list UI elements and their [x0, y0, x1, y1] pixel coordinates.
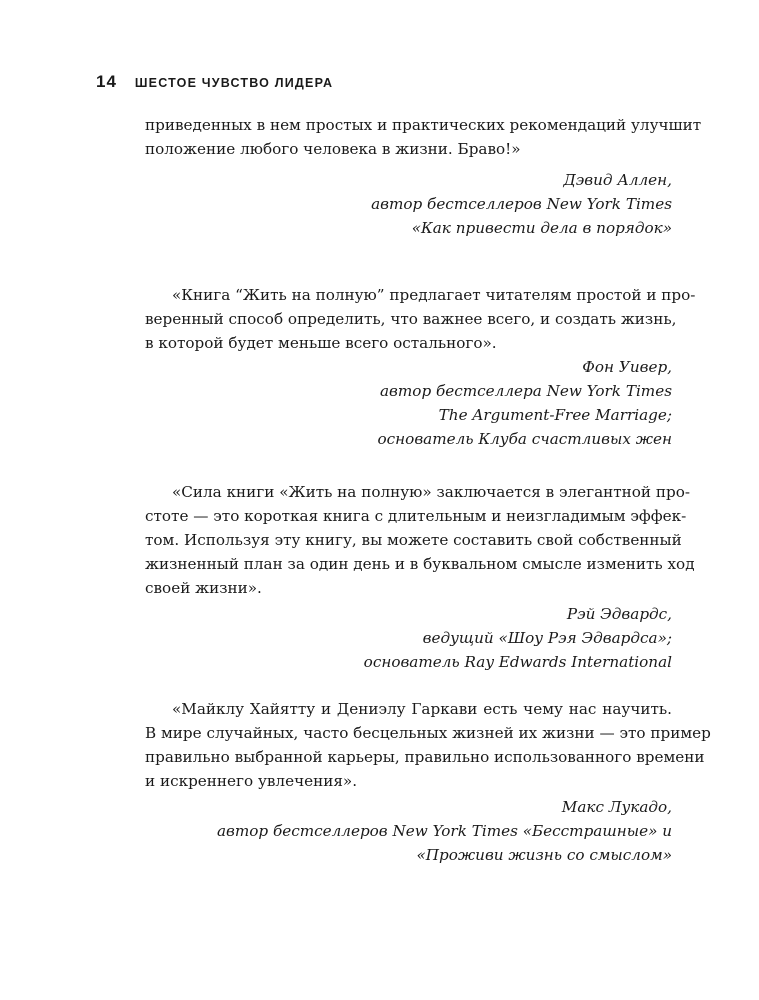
author-credential: основатель Клуба счастливых жен — [377, 430, 672, 448]
attribution — [145, 168, 672, 240]
quote-line: В мире случайных, часто бесцельных жизней их жизни — это пример — [145, 724, 711, 742]
author-credential: «Как привести дела в порядок» — [411, 219, 672, 237]
author-name: Дэвид Аллен, — [563, 171, 672, 189]
quote-line: жизненный план за один день и в буквальном смысле изменить ход — [145, 555, 695, 573]
quote-line: «Майклу Хайятту и Дениэлу Гаркави есть чему нас научить. — [172, 700, 672, 718]
author-credential: The Argument-Free Marriage; — [438, 406, 672, 424]
quote-line: в которой будет меньше всего остального». — [145, 334, 497, 352]
testimonial-david-allen — [145, 113, 702, 240]
testimonial-max-lucado — [145, 697, 711, 867]
author-name: Фон Уивер, — [582, 358, 672, 376]
testimonial-fon-weaver — [145, 283, 696, 451]
attribution — [145, 795, 672, 867]
quote-line: правильно выбранной карьеры, правильно использованного времени — [145, 748, 705, 766]
quote-text — [145, 283, 696, 355]
author-name: Макс Лукадо, — [561, 798, 672, 816]
author-credential: основатель Ray Edwards International — [363, 653, 672, 671]
quote-line: веренный способ определить, что важнее всего, и создать жизнь, — [145, 310, 677, 328]
attribution — [145, 355, 672, 451]
quote-line: положение любого человека в жизни. Браво!» — [145, 140, 521, 158]
quote-line: «Книга “Жить на полную” предлагает читателям простой и про- — [172, 286, 696, 304]
quote-line: приведенных в нем простых и практических рекомендаций улучшит — [145, 116, 702, 134]
author-credential: автор бестселлера New York Times — [380, 382, 672, 400]
quote-line: «Сила книги «Жить на полную» заключается в элегантной про- — [172, 483, 690, 501]
running-head — [96, 72, 333, 92]
quote-line: стоте — это короткая книга с длительным и неизгладимым эффек- — [145, 507, 687, 525]
attribution — [145, 602, 672, 674]
quote-text — [145, 697, 711, 793]
book-title: ШЕСТОЕ ЧУВСТВО ЛИДЕРА — [134, 76, 334, 90]
testimonial-ray-edwards — [145, 480, 695, 674]
quote-line: том. Используя эту книгу, вы можете составить свой собственный — [145, 531, 682, 549]
author-credential: автор бестселлеров New York Times — [371, 195, 672, 213]
author-credential: «Проживи жизнь со смыслом» — [416, 846, 672, 864]
quote-line: своей жизни». — [145, 579, 262, 597]
page-number: 14 — [96, 72, 117, 91]
author-name: Рэй Эдвардс, — [566, 605, 672, 623]
quote-text — [145, 113, 702, 161]
author-credential: автор бестселлеров New York Times «Бесстрашные» и — [216, 822, 672, 840]
quote-line: и искреннего увлечения». — [145, 772, 358, 790]
author-credential: ведущий «Шоу Рэя Эдвардса»; — [422, 629, 672, 647]
quote-text — [145, 480, 695, 600]
